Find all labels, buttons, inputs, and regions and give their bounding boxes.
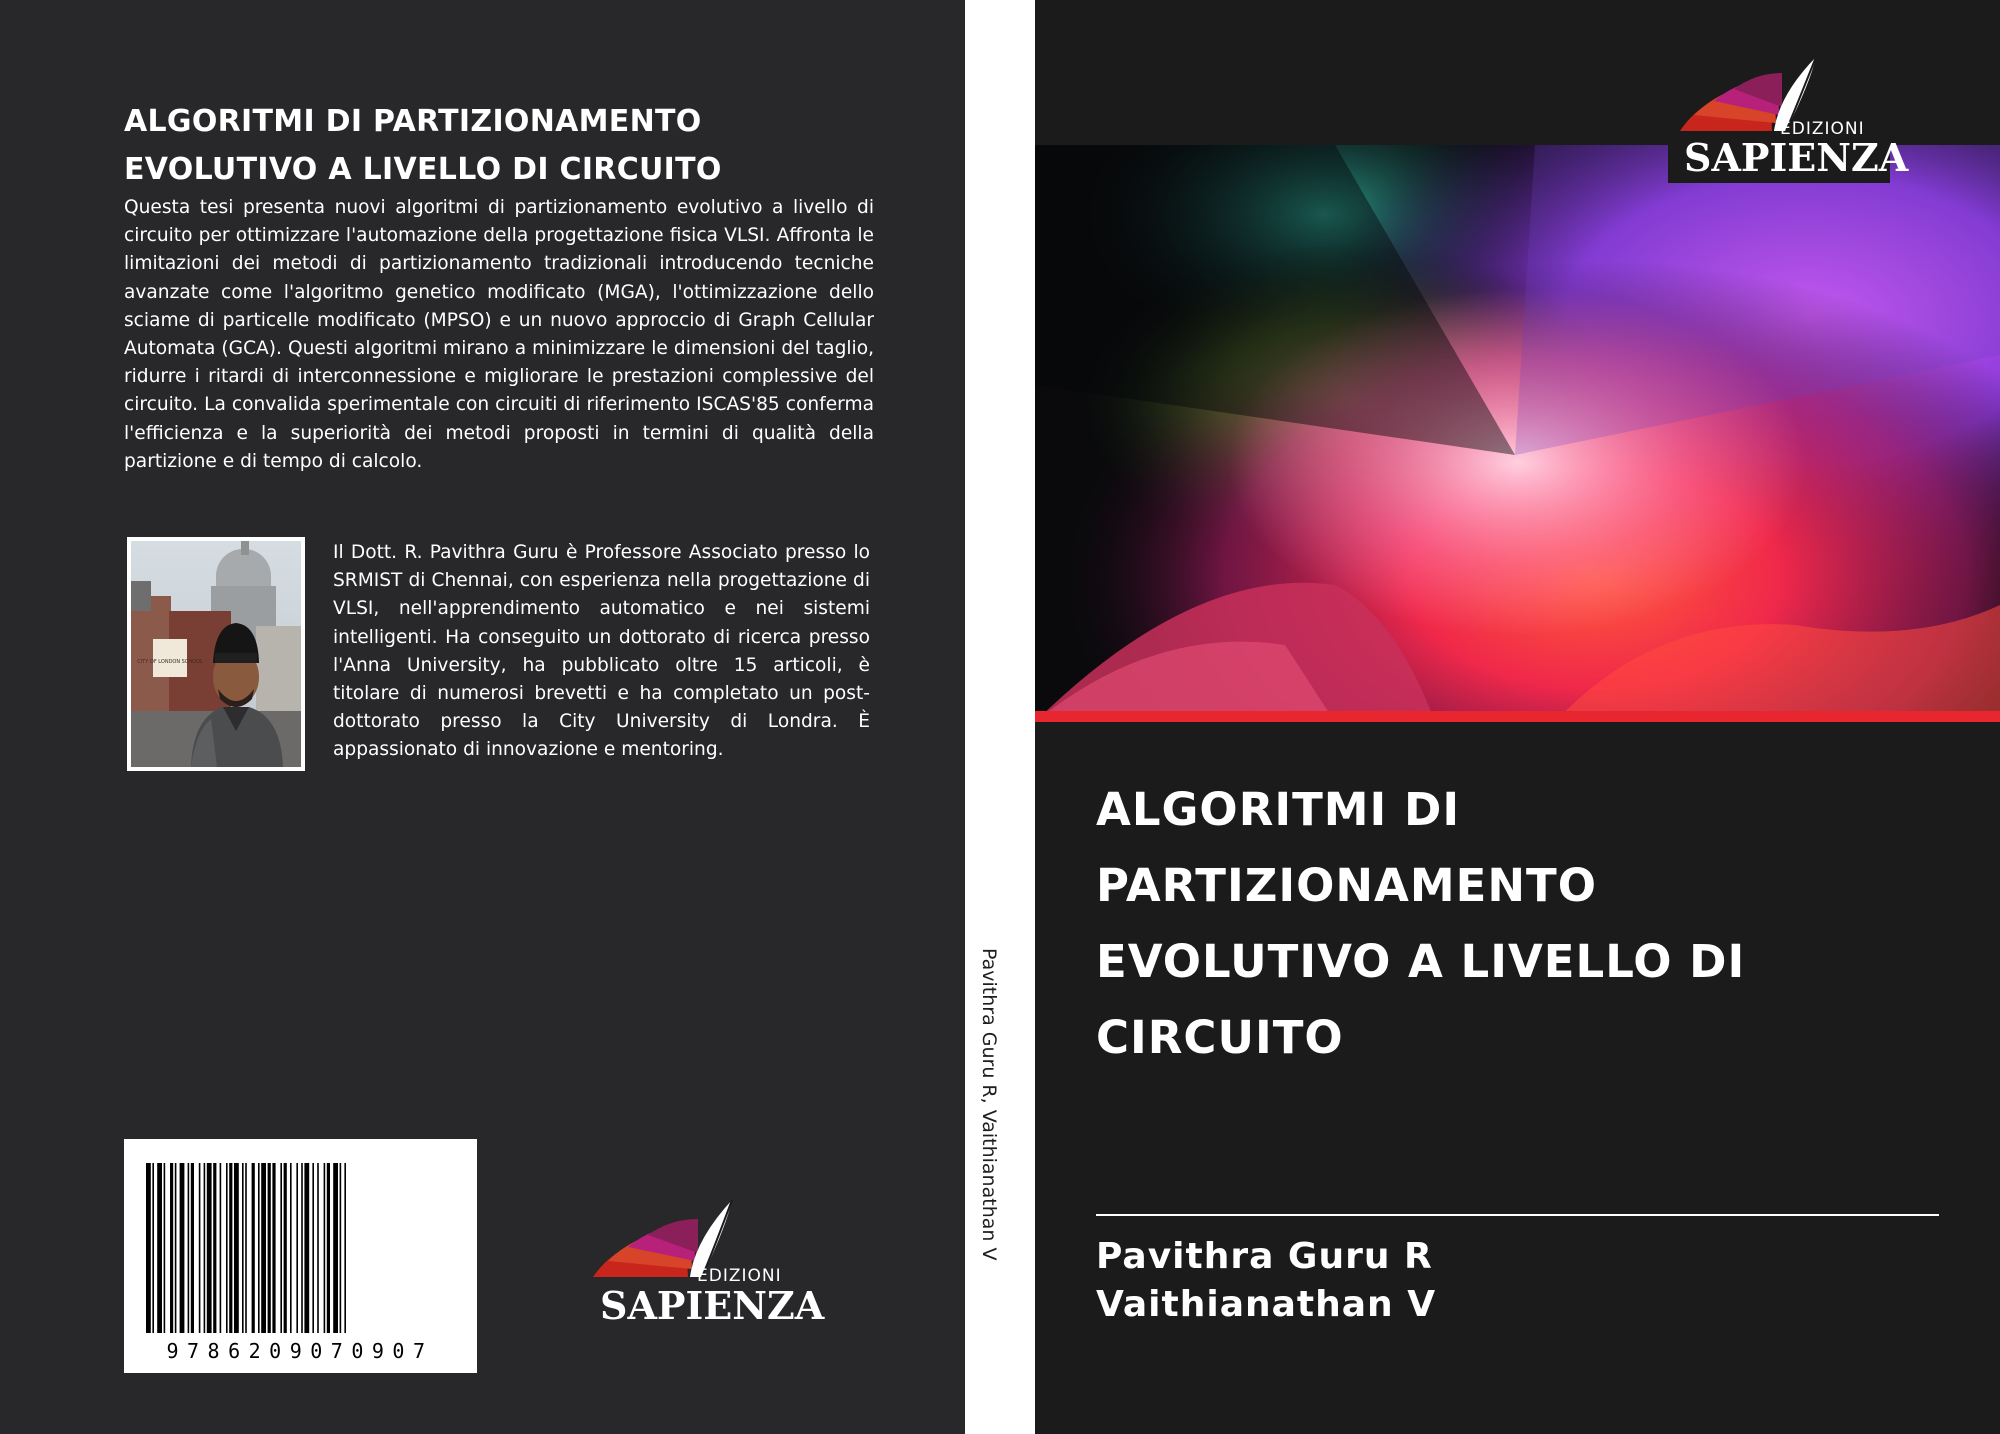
- barcode-bar: [284, 1163, 287, 1333]
- barcode-bar: [175, 1163, 177, 1333]
- photo-sign-text: CITY OF LONDON SCHOOL: [137, 659, 203, 665]
- title-divider: [1096, 1214, 1939, 1216]
- barcode-bar: [268, 1163, 271, 1333]
- book-spine: [965, 0, 1035, 1434]
- barcode-bar: [340, 1163, 342, 1333]
- barcode-bar: [207, 1163, 212, 1333]
- author-bio: Il Dott. R. Pavithra Guru è Professore Associato presso lo SRMIST di Chennai, con esperienza nella progettazione di VLSI, nell'apprendimento automatico e nei sistemi intelligenti. Ha conseguito un dottorato di ricerca presso l'Anna University, ha pubblicato oltre 15 articoli, è titolare di numerosi brevetti e ha completato un post-dottorato presso la City University di Londra. È appassionato di innovazione e mentoring.: [333, 542, 870, 761]
- isbn-barcode: [124, 1139, 477, 1373]
- back-title-line-2: EVOLUTIVO A LIVELLO DI CIRCUITO: [124, 152, 722, 187]
- barcode-bar: [261, 1163, 266, 1333]
- author-photo: [127, 537, 305, 771]
- barcode-bar: [164, 1163, 166, 1333]
- barcode-bar: [296, 1163, 298, 1333]
- barcode-bar: [199, 1163, 201, 1333]
- barcode-bar: [242, 1163, 244, 1333]
- barcode-bar: [204, 1163, 206, 1333]
- publisher-logo-front: [1668, 55, 1909, 183]
- front-title-line-3: EVOLUTIVO A LIVELLO DI: [1096, 935, 1746, 988]
- barcode-bar: [245, 1163, 247, 1333]
- barcode-bar: [213, 1163, 216, 1333]
- author-1: Pavithra Guru R: [1096, 1236, 1433, 1277]
- barcode-bar: [312, 1163, 314, 1333]
- accent-stripe: [1035, 711, 2000, 722]
- publisher-line-2: SAPIENZA: [600, 1283, 825, 1328]
- barcode-bar: [304, 1163, 309, 1333]
- back-title-line-1: ALGORITMI DI PARTIZIONAMENTO: [124, 104, 702, 139]
- barcode-bar: [220, 1163, 222, 1333]
- barcode-bar: [226, 1163, 228, 1333]
- barcode-bar: [272, 1163, 275, 1333]
- barcode-bar: [301, 1163, 303, 1333]
- publisher-line-2: SAPIENZA: [1684, 135, 1909, 180]
- barcode-bar: [290, 1163, 292, 1333]
- back-cover-title: [124, 98, 884, 194]
- barcode-bar: [146, 1163, 151, 1333]
- barcode-bar: [324, 1163, 326, 1333]
- front-title-line-2: PARTIZIONAMENTO: [1096, 859, 1597, 912]
- book-blurb: Questa tesi presenta nuovi algoritmi di partizionamento evolutivo a livello di circuito per ottimizzare l'automazione della progettazione fisica VLSI. Affronta le limitazioni dei metodi di partizionamento tradizionali introducendo tecniche avanzate come l'algoritmo genetico modificato (MGA), l'ottimizzazione dello sciame di particelle modificato (MPSO) e un nuovo approccio di Graph Cellular Automata (GCA). Questi algoritmi mirano a minimizzare le dimensioni del taglio, ridurre i ritardi di interconnessione e migliorare le prestazioni complessive del circuito. La convalida sperimentale con circuiti di riferimento ISCAS'85 conferma l'efficienza e la superiorità dei metodi proposti in termini di qualità della partizione e di tempo di calcolo.: [124, 197, 874, 472]
- barcode-bar: [258, 1163, 260, 1333]
- publisher-line-1: EDIZIONI: [1780, 119, 1865, 139]
- cover-artwork: [1035, 145, 2000, 722]
- barcode-bar: [180, 1163, 185, 1333]
- barcode-bar: [191, 1163, 194, 1333]
- barcode-bar: [333, 1163, 338, 1333]
- isbn-digits: 9786209070907: [166, 1339, 434, 1363]
- publisher-logo-back: [590, 1195, 825, 1328]
- barcode-bar: [344, 1163, 346, 1333]
- publisher-line-1: EDIZIONI: [697, 1266, 782, 1286]
- barcode-bar: [152, 1163, 154, 1333]
- barcode-bar: [252, 1163, 255, 1333]
- barcode-bar: [280, 1163, 282, 1333]
- spine-authors: Pavithra Guru R, Vaithianathan V: [978, 948, 1000, 1261]
- barcode-bar: [170, 1163, 173, 1333]
- front-cover-title: [1096, 772, 1956, 1076]
- barcode-bar: [229, 1163, 232, 1333]
- barcode-bar: [234, 1163, 239, 1333]
- barcode-bar: [188, 1163, 190, 1333]
- barcode-bar: [317, 1163, 319, 1333]
- front-title-line-4: CIRCUITO: [1096, 1011, 1344, 1064]
- front-title-line-1: ALGORITMI DI: [1096, 783, 1461, 836]
- front-authors: [1096, 1233, 1436, 1329]
- author-2: Vaithianathan V: [1096, 1284, 1437, 1325]
- barcode-bar: [157, 1163, 162, 1333]
- barcode-bar: [327, 1163, 330, 1333]
